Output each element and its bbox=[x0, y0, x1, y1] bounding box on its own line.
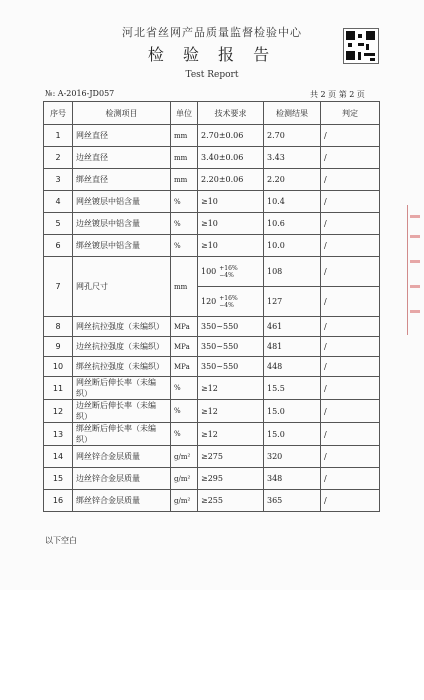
row-verdict: / bbox=[321, 287, 380, 317]
row-verdict: / bbox=[321, 400, 380, 423]
tolerance-plus: +16% bbox=[219, 294, 238, 302]
row-item: 网丝锌合金层质量 bbox=[73, 446, 171, 468]
row-number: 10 bbox=[44, 357, 73, 377]
row-result: 348 bbox=[264, 468, 321, 490]
row-result: 127 bbox=[264, 287, 321, 317]
row-item: 网丝抗拉强度（未编织） bbox=[73, 317, 171, 337]
table-row bbox=[44, 446, 380, 468]
row-requirement: 2.20±0.06 bbox=[198, 169, 264, 191]
row-number: 9 bbox=[44, 337, 73, 357]
header-verdict: 判定 bbox=[321, 102, 380, 125]
row-verdict: / bbox=[321, 423, 380, 446]
row-result: 10.4 bbox=[264, 191, 321, 213]
row-verdict: / bbox=[321, 337, 380, 357]
row-result: 448 bbox=[264, 357, 321, 377]
table-row bbox=[44, 191, 380, 213]
row-item: 边丝断后伸长率（未编织） bbox=[73, 400, 171, 423]
row-unit: % bbox=[171, 235, 198, 257]
row-result: 2.70 bbox=[264, 125, 321, 147]
row-number: 3 bbox=[44, 169, 73, 191]
table-row bbox=[44, 169, 380, 191]
row-unit: g/m² bbox=[171, 490, 198, 512]
row-unit: MPa bbox=[171, 337, 198, 357]
row-number: 6 bbox=[44, 235, 73, 257]
table-row bbox=[44, 357, 380, 377]
row-unit: mm bbox=[171, 169, 198, 191]
requirement-nominal: 100 bbox=[201, 266, 217, 276]
row-result: 3.43 bbox=[264, 147, 321, 169]
row-verdict: / bbox=[321, 191, 380, 213]
table-row bbox=[44, 490, 380, 512]
header-result: 检测结果 bbox=[264, 102, 321, 125]
row-verdict: / bbox=[321, 446, 380, 468]
row-result: 10.0 bbox=[264, 235, 321, 257]
row-requirement: ≥12 bbox=[198, 377, 264, 400]
row-verdict: / bbox=[321, 357, 380, 377]
table-row bbox=[44, 257, 380, 287]
row-item: 网孔尺寸 bbox=[73, 257, 171, 317]
row-result: 15.5 bbox=[264, 377, 321, 400]
header-item: 检测项目 bbox=[73, 102, 171, 125]
table-row bbox=[44, 317, 380, 337]
row-item: 绑丝锌合金层质量 bbox=[73, 490, 171, 512]
row-verdict: / bbox=[321, 235, 380, 257]
header-requirement: 技术要求 bbox=[198, 102, 264, 125]
row-verdict: / bbox=[321, 317, 380, 337]
report-number: №: A-2016-JD057 bbox=[45, 89, 115, 98]
header-unit: 单位 bbox=[171, 102, 198, 125]
row-unit: % bbox=[171, 400, 198, 423]
row-requirement: 350~550 bbox=[198, 317, 264, 337]
row-verdict: / bbox=[321, 169, 380, 191]
row-result: 15.0 bbox=[264, 423, 321, 446]
row-result: 461 bbox=[264, 317, 321, 337]
row-requirement: ≥295 bbox=[198, 468, 264, 490]
row-verdict: / bbox=[321, 257, 380, 287]
row-number: 2 bbox=[44, 147, 73, 169]
row-unit: MPa bbox=[171, 317, 198, 337]
row-number: 13 bbox=[44, 423, 73, 446]
row-item: 绑丝镀层中铝含量 bbox=[73, 235, 171, 257]
row-requirement: 350~550 bbox=[198, 337, 264, 357]
table-row bbox=[44, 147, 380, 169]
row-requirement: 3.40±0.06 bbox=[198, 147, 264, 169]
row-result: 2.20 bbox=[264, 169, 321, 191]
table-header-row bbox=[44, 102, 380, 125]
tolerance bbox=[219, 295, 237, 309]
row-verdict: / bbox=[321, 147, 380, 169]
row-item: 绑丝断后伸长率（未编织） bbox=[73, 423, 171, 446]
row-number: 1 bbox=[44, 125, 73, 147]
table-row bbox=[44, 468, 380, 490]
row-requirement: 350~550 bbox=[198, 357, 264, 377]
header-no: 序号 bbox=[44, 102, 73, 125]
row-number: 8 bbox=[44, 317, 73, 337]
row-number: 4 bbox=[44, 191, 73, 213]
row-unit: % bbox=[171, 213, 198, 235]
row-requirement: ≥10 bbox=[198, 235, 264, 257]
row-result: 320 bbox=[264, 446, 321, 468]
tolerance-minus: −4% bbox=[219, 301, 234, 309]
row-item: 绑丝抗拉强度（未编织） bbox=[73, 357, 171, 377]
row-requirement: ≥10 bbox=[198, 191, 264, 213]
row-item: 边丝镀层中铝含量 bbox=[73, 213, 171, 235]
row-item: 边丝抗拉强度（未编织） bbox=[73, 337, 171, 357]
table-row bbox=[44, 377, 380, 400]
row-requirement: ≥275 bbox=[198, 446, 264, 468]
row-item: 绑丝直径 bbox=[73, 169, 171, 191]
requirement-nominal: 120 bbox=[201, 296, 217, 306]
row-unit: mm bbox=[171, 257, 198, 317]
blank-below-note: 以下空白 bbox=[45, 536, 77, 545]
row-item: 网丝断后伸长率（未编织） bbox=[73, 377, 171, 400]
row-number: 15 bbox=[44, 468, 73, 490]
tolerance bbox=[219, 265, 237, 279]
row-unit: % bbox=[171, 423, 198, 446]
table-row bbox=[44, 125, 380, 147]
row-requirement: ≥12 bbox=[198, 423, 264, 446]
results-table bbox=[43, 101, 380, 512]
row-number: 7 bbox=[44, 257, 73, 317]
row-requirement: ≥255 bbox=[198, 490, 264, 512]
row-requirement: ≥10 bbox=[198, 213, 264, 235]
row-number: 5 bbox=[44, 213, 73, 235]
table-row bbox=[44, 423, 380, 446]
row-item: 边丝直径 bbox=[73, 147, 171, 169]
row-verdict: / bbox=[321, 377, 380, 400]
row-requirement: 2.70±0.06 bbox=[198, 125, 264, 147]
row-result: 365 bbox=[264, 490, 321, 512]
row-verdict: / bbox=[321, 213, 380, 235]
table-row bbox=[44, 400, 380, 423]
row-requirement bbox=[198, 287, 264, 317]
row-number: 14 bbox=[44, 446, 73, 468]
row-result: 481 bbox=[264, 337, 321, 357]
row-verdict: / bbox=[321, 490, 380, 512]
row-number: 11 bbox=[44, 377, 73, 400]
row-verdict: / bbox=[321, 468, 380, 490]
row-result: 108 bbox=[264, 257, 321, 287]
row-unit: % bbox=[171, 191, 198, 213]
table-row bbox=[44, 235, 380, 257]
report-title-cn: 检 验 报 告 bbox=[147, 45, 277, 64]
row-result: 10.6 bbox=[264, 213, 321, 235]
row-requirement bbox=[198, 257, 264, 287]
table-row bbox=[44, 213, 380, 235]
row-item: 网丝直径 bbox=[73, 125, 171, 147]
tolerance-minus: −4% bbox=[219, 271, 234, 279]
row-verdict: / bbox=[321, 125, 380, 147]
page-info: 共 2 页 第 2 页 bbox=[310, 90, 365, 99]
row-number: 12 bbox=[44, 400, 73, 423]
row-item: 边丝锌合金层质量 bbox=[73, 468, 171, 490]
tolerance-plus: +16% bbox=[219, 264, 238, 272]
row-item: 网丝镀层中铝含量 bbox=[73, 191, 171, 213]
row-unit: g/m² bbox=[171, 446, 198, 468]
row-unit: g/m² bbox=[171, 468, 198, 490]
row-unit: MPa bbox=[171, 357, 198, 377]
qr-code-icon bbox=[343, 28, 379, 64]
table-row bbox=[44, 337, 380, 357]
row-unit: mm bbox=[171, 125, 198, 147]
seam-stamp bbox=[407, 205, 422, 335]
row-result: 15.0 bbox=[264, 400, 321, 423]
report-title-en: Test Report bbox=[185, 70, 239, 80]
row-unit: % bbox=[171, 377, 198, 400]
row-unit: mm bbox=[171, 147, 198, 169]
org-name: 河北省丝网产品质量监督检验中心 bbox=[122, 26, 302, 39]
row-number: 16 bbox=[44, 490, 73, 512]
row-requirement: ≥12 bbox=[198, 400, 264, 423]
